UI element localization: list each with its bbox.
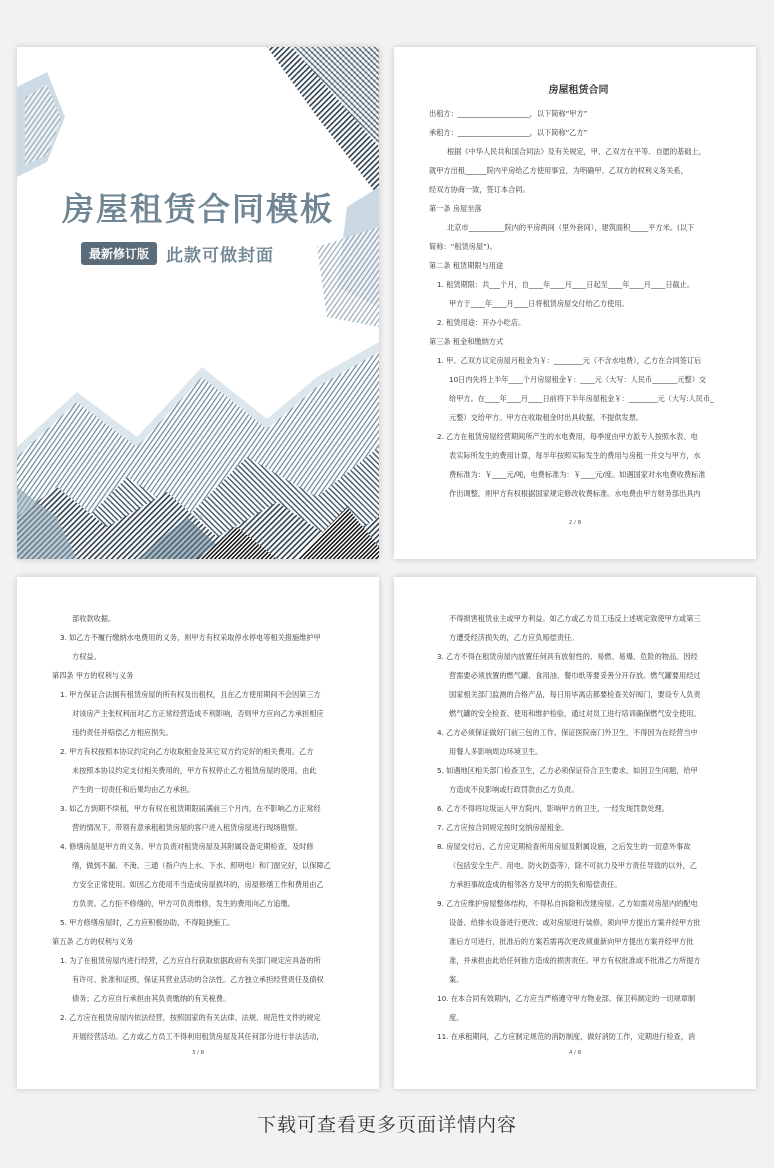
text-line: 2. 乙方应在租赁房屋内依法经营，按照国家的有关法律、法规、规范性文件的规定 bbox=[60, 1013, 321, 1022]
text-line: 5. 甲方修缮房屋时，乙方应积极协助，不得阻挠施工。 bbox=[60, 918, 235, 927]
text-line: 度。 bbox=[449, 1013, 464, 1022]
text-line: 1. 为了在租赁房屋内进行经营，乙方应自行获取依据政府有关部门规定应具备的所 bbox=[60, 956, 321, 965]
text-line: 8. 房屋交付后，乙方应定期检查所用房屋及附属设施，之后发生的一切意外事故 bbox=[437, 842, 691, 851]
text-line: 国家相关部门监测的合格产品，每日用毕离店都要检查关好阀门，要设专人负责 bbox=[449, 690, 701, 699]
text-line: 未按照本协议约定支付相关费用的，甲方有权停止乙方租赁房屋的使用，由此 bbox=[72, 766, 317, 775]
edition-badge: 最新修订版 bbox=[81, 242, 157, 265]
text-line: 营的情况下，带领有意承租租赁房屋的客户进入租赁房屋进行现场勘察。 bbox=[72, 823, 303, 832]
text-line: 北京市__________院内的平房两间（里外套间），建筑面积_____平方米。(以下 bbox=[447, 223, 695, 232]
text-line: 根据《中华人民共和国合同法》及有关规定，甲、乙双方在平等、自愿的基础上， bbox=[447, 147, 706, 156]
text-line: 简称：“租赁房屋”)。 bbox=[429, 242, 497, 251]
text-line: 9. 乙方应维护房屋整体结构，不得私自拆除和改建房屋。乙方如需对房屋内的配电 bbox=[437, 899, 698, 908]
cover-geometric-pattern bbox=[17, 47, 379, 559]
cover-page bbox=[17, 47, 379, 559]
text-line: 产生的一切责任和后果均由乙方承担。 bbox=[72, 785, 195, 794]
text-line: 第二条 租赁期限与用途 bbox=[429, 261, 504, 270]
text-line: 部收款收据。 bbox=[72, 614, 116, 623]
text-line: 用餐人多影响周边环境卫生。 bbox=[449, 747, 543, 756]
text-line: 第五条 乙方的权利与义务 bbox=[52, 937, 134, 946]
text-line: 方承担事故造成的相邻各方及甲方的损失和赔偿责任。 bbox=[449, 880, 622, 889]
text-line: 3. 乙方不得在租赁房屋内放置任何具有放射性的、易燃、易爆、危险的物品。因经 bbox=[437, 652, 698, 661]
cover-subtitle: 此款可做封面 bbox=[166, 245, 275, 266]
contract-page-3 bbox=[17, 577, 379, 1089]
text-line: 设备、给排水设备进行更改；或对房屋进行装修，须向甲方提出方案并经甲方批 bbox=[449, 918, 701, 927]
text-line: 方权益。 bbox=[72, 652, 101, 661]
text-line: 1. 甲、乙双方议定房屋月租金为￥：________元（不含水电费），乙方在合同签订后 bbox=[437, 356, 702, 365]
text-line: 10日内先将上半年____个月房屋租金￥：____元（大写：人民币_______元整）交 bbox=[449, 375, 707, 384]
text-line: 2. 甲方有权按照本协议约定向乙方收取租金及其它双方约定好的相关费用。乙方 bbox=[60, 747, 314, 756]
text-line: 对该房产主张权利而对乙方正常经营造成不利影响，否则甲方应向乙方承担相应 bbox=[72, 709, 324, 718]
text-line: 出租方：____________________，以下简称“甲方” bbox=[429, 109, 588, 118]
text-line: 燃气罐的安全检查、使用和维护检验，通过对员工进行培训确保燃气安全使用。 bbox=[449, 709, 701, 718]
text-line: 营需要必须放置的燃气罐、食用油、餐巾纸等要妥善分开存放。燃气罐要用经过 bbox=[449, 671, 701, 680]
text-line: 承租方：____________________，以下简称“乙方” bbox=[429, 128, 588, 137]
download-hint: 下载可查看更多页面详情内容 bbox=[256, 1114, 517, 1136]
text-line: 方安全正常使用。如因乙方使用不当造成房屋损坏的，房屋修缮工作和费用由乙 bbox=[72, 880, 324, 889]
page-number: 1/8 bbox=[193, 515, 203, 522]
text-line: 7. 乙方应按合同规定按时交纳房屋租金。 bbox=[437, 823, 569, 832]
text-line: 开展经营活动。乙方或乙方员工不得利用租赁房屋及其任何部分进行非法活动， bbox=[72, 1032, 324, 1041]
text-line: 甲方于____年____月____日将租赁房屋交付给乙方使用。 bbox=[449, 299, 629, 308]
text-line: 3. 如乙方到期不续租，甲方有权在租赁期限届满前三个月内，在不影响乙方正常经 bbox=[60, 804, 321, 813]
text-line: 6. 乙方不得将垃圾运入甲方院内，影响甲方的卫生，一经发现罚款处理。 bbox=[437, 804, 669, 813]
contract-page-4 bbox=[394, 577, 756, 1089]
text-line: 缮，做到不漏、不淹、三通（指户内上水、下水、照明电）和门窗完好，以保障乙 bbox=[72, 861, 331, 870]
cover-subtitle-row bbox=[81, 242, 274, 264]
text-line: 准，并承担由此给任何他方造成的损害责任。甲方有权批准或不批准乙方所提方 bbox=[449, 956, 701, 965]
text-line: 有许可、批准和证照，保证其营业活动的合法性。乙方独立承担经营责任及债权 bbox=[72, 975, 324, 984]
text-line: 方造成不良影响或行政罚款由乙方负责。 bbox=[449, 785, 579, 794]
text-line: 表实际所发生的费用计算，每半年按照实际发生的费用与房租一并交与甲方，水 bbox=[449, 451, 701, 460]
page-body bbox=[429, 609, 728, 1046]
page-number: 3 / 8 bbox=[191, 1050, 205, 1056]
text-line: 2. 乙方在租赁房屋经营期间所产生的水电费用，每季度由甲方派专人按照水表、电 bbox=[437, 432, 698, 441]
page-number: 4 / 8 bbox=[568, 1050, 582, 1056]
text-line: 第一条 房屋坐落 bbox=[429, 204, 482, 213]
text-line: 1. 租赁期限：共___个月，自____年____月____日起至____年____月____日截止。 bbox=[437, 280, 695, 289]
text-line: 10. 在本合同有效期内，乙方应当严格遵守甲方物业部、保卫科制定的一切规章制 bbox=[437, 994, 696, 1003]
text-line: 元整）交给甲方。甲方在收取租金时出具收据，不提供发票。 bbox=[449, 413, 644, 422]
text-line: 2. 租赁用途：开办小吃店。 bbox=[437, 318, 526, 327]
text-line: 费标准为：￥____元/吨，电费标准为：￥____元/度。如遇国家对水电费收费标准 bbox=[449, 470, 706, 479]
text-line: 债务；乙方应自行承担由其负责缴纳的有关税费。 bbox=[72, 994, 231, 1003]
page-body bbox=[429, 104, 728, 503]
text-line: 5. 如遇地区相关部门检查卫生，乙方必须保证符合卫生要求，如因卫生问题，给甲 bbox=[437, 766, 698, 775]
text-line: 作出调整，则甲方有权根据国家规定修改收费标准。水电费由甲方财务部出具内 bbox=[449, 489, 701, 498]
text-line: 案。 bbox=[449, 975, 464, 984]
text-line: 第四条 甲方的权利与义务 bbox=[52, 671, 134, 680]
contract-title: 房屋租赁合同 bbox=[548, 85, 609, 96]
page-body bbox=[52, 609, 351, 1046]
text-line: 就甲方出租______院内平房给乙方使用事宜，为明确甲、乙双方的权利义务关系， bbox=[429, 166, 688, 175]
text-line: 不得损害租赁业主或甲方利益。如乙方或乙方员工违反上述规定致使甲方或第三 bbox=[449, 614, 701, 623]
text-line: 方负责。乙方拒不修缮的，甲方可负责维修，发生的费用向乙方追缴。 bbox=[72, 899, 295, 908]
text-line: （包括安全生产、用电、防火防盗等），除不可抗力及甲方责任导致的以外，乙 bbox=[449, 861, 697, 870]
text-line: 方遭受经济损失的，乙方应负赔偿责任。 bbox=[449, 633, 579, 642]
text-line: 违约责任并赔偿乙方相应损失。 bbox=[72, 728, 173, 737]
text-line: 1. 甲方保证合法拥有租赁房屋的所有权及出租权，且在乙方使用期间不会因第三方 bbox=[60, 690, 321, 699]
text-line: 3. 如乙方不履行缴纳水电费用的义务，则甲方有权采取停水停电等相关措施维护甲 bbox=[60, 633, 321, 642]
text-line: 经双方协商一致，签订本合同。 bbox=[429, 185, 530, 194]
cover-title: 房屋租赁合同模板 bbox=[61, 190, 334, 228]
text-line: 第三条 租金和缴纳方式 bbox=[429, 337, 504, 346]
text-line: 4. 修缮房屋是甲方的义务。甲方负责对租赁房屋及其附属设备定期检查，及时修 bbox=[60, 842, 314, 851]
text-line: 给甲方。在____年____月____日前将下半年房屋租金￥：________元（大写:人民币_ bbox=[449, 394, 714, 403]
text-line: 4. 乙方必须保证做好门前三包的工作，保证医院南门外卫生，不得因为在经营当中 bbox=[437, 728, 698, 737]
text-line: 准后方可进行，批准后的方案若需再次更改须重新向甲方提出方案并经甲方批 bbox=[449, 937, 694, 946]
text-line: 11. 在承租期间，乙方应制定规范的消防制度，做好消防工作，定期进行检查，消 bbox=[437, 1032, 696, 1041]
page-number: 2 / 8 bbox=[568, 520, 582, 526]
contract-page-2 bbox=[394, 47, 756, 559]
